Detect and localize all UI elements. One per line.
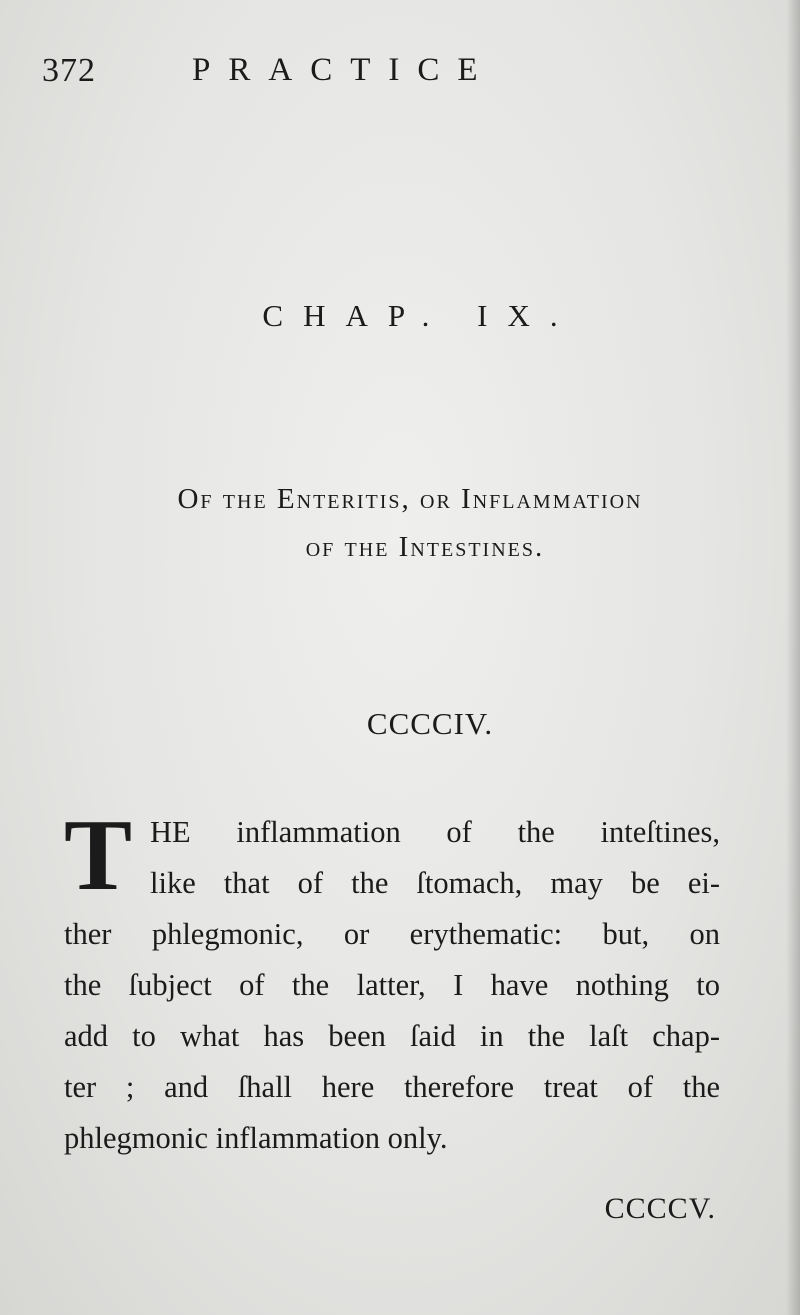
paragraph-line: like that of the ſtomach, may be ei- [150, 866, 720, 900]
chapter-heading-line-2: of the Intestines. [305, 531, 545, 563]
running-title: PRACTICE [192, 52, 496, 88]
section-number: CCCCIV. [366, 706, 494, 741]
chapter-heading-line-1: Of the Enteritis, or Inflammation [177, 483, 643, 515]
running-head [42, 52, 742, 98]
drop-cap: T [64, 799, 133, 912]
paragraph-line: add to what has been ſaid in the laſt chap- [64, 1019, 720, 1053]
page-number: 372 [42, 52, 96, 89]
paragraph-line: ter ; and ſhall here therefore treat of the [64, 1070, 720, 1104]
chapter-heading [50, 475, 770, 571]
chapter-title: CHAP. IX. [262, 298, 578, 333]
paragraph-line: ther phlegmonic, or erythematic: but, on [64, 917, 720, 951]
paragraph-line: phlegmonic inflammation only. [64, 1121, 448, 1155]
paragraph [64, 799, 720, 1164]
catchword: CCCCV. [604, 1192, 716, 1225]
page-edge-shadow [786, 0, 800, 1315]
bleed-through-text [40, 100, 740, 244]
paragraph-line: HE inflammation of the inteſtines, [150, 815, 720, 849]
paragraph-line: the ſubject of the latter, I have nothing to [64, 968, 720, 1002]
